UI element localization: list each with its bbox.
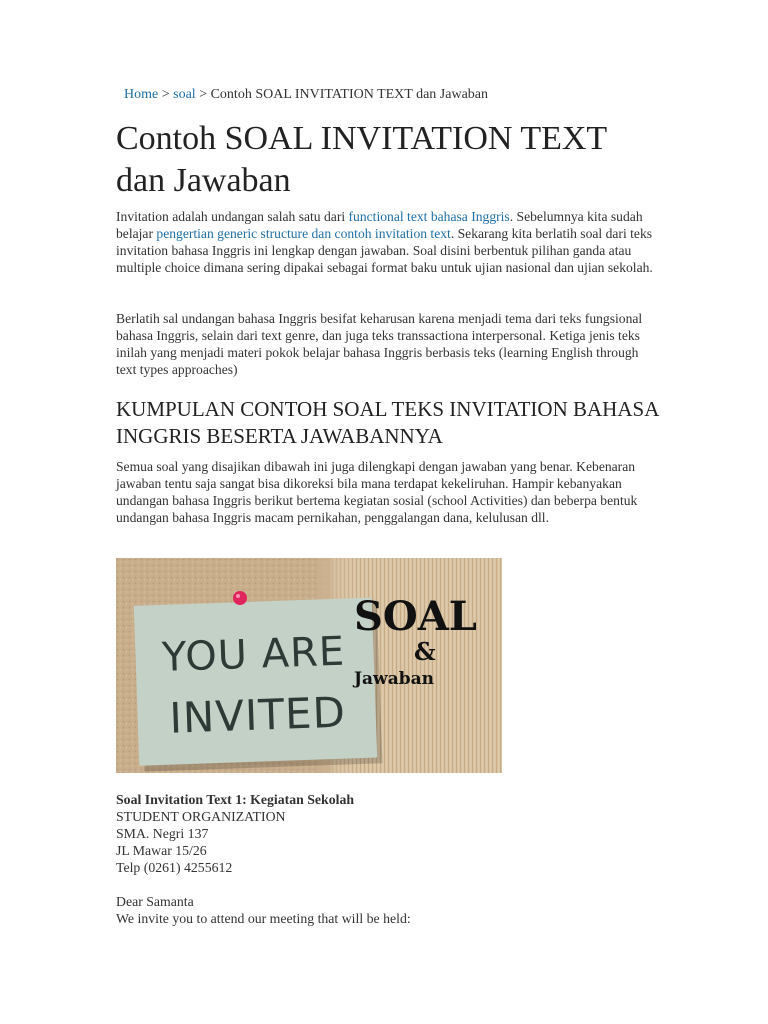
card-text-line2: INVITED xyxy=(168,687,347,743)
third-paragraph: Semua soal yang disajikan dibawah ini juga dilengkapi dengan jawaban yang benar. Kebenaran jawaban tentu saja sangat bisa dikoreksi bila mana terdapat kekeliruhan. Hampir kebanyakan undangan bahasa Inggris berikut bertema kegiatan sosial (school Activities) dan beberpa bentuk undangan bahasa Inggris macam pernikahan, penggalangan dana, kelulusan dll. xyxy=(116,459,638,525)
breadcrumb-separator: > xyxy=(158,87,174,102)
letter-body xyxy=(116,893,676,927)
breadcrumb-separator: > xyxy=(195,87,211,102)
letter-header xyxy=(116,791,676,876)
breadcrumb-home-link[interactable]: Home xyxy=(124,87,159,102)
second-paragraph: Berlatih sal undangan bahasa Inggris besifat keharusan karena menjadi tema dari teks fungsional bahasa Inggris, selain dari text genre, dan juga teks transsactiona interpersonal. Ketiga jenis teks inilah yang menjadi materi pokok belajar bahasa Inggris berbasis teks (learning English through text types approaches) xyxy=(116,311,643,377)
page-title: Contoh SOAL INVITATION TEXT dan Jawaban xyxy=(116,120,607,199)
letter-address: JL Mawar 15/26 xyxy=(116,843,207,858)
intro-text: Invitation adalah undangan salah satu dari xyxy=(116,209,349,224)
letter-text: We invite you to attend our meeting that will be held: xyxy=(116,911,411,926)
breadcrumb-current: Contoh SOAL INVITATION TEXT dan Jawaban xyxy=(210,87,489,102)
intro-text: . Sekarang kita berlatih soal dari teks invitation bahasa Inggris ini lengkap dengan jawaban. Soal disini berbentuk pilihan ganda atau multiple choice dimana sering dipakai sebagai format baku untuk ujian nasional dan ujian sekolah. xyxy=(116,226,653,275)
section-heading: KUMPULAN CONTOH SOAL TEKS INVITATION BAHASA INGGRIS BESERTA JAWABANNYA xyxy=(116,397,659,448)
question-heading: Soal Invitation Text 1: Kegiatan Sekolah xyxy=(116,792,355,807)
intro-paragraph xyxy=(116,208,656,276)
letter-school: SMA. Negri 137 xyxy=(116,826,209,841)
breadcrumb xyxy=(124,87,488,103)
invitation-hero-image xyxy=(116,558,502,773)
letter-organization: STUDENT ORGANIZATION xyxy=(116,809,286,824)
pushpin-icon xyxy=(233,591,247,605)
intro-text: . Sebelumnya kita sudah belajar xyxy=(116,209,643,241)
card-text-line1: YOU ARE xyxy=(161,628,346,681)
functional-text-link[interactable]: functional text bahasa Inggris xyxy=(348,209,510,224)
soal-label: SOAL xyxy=(354,593,477,640)
breadcrumb-category-link[interactable]: soal xyxy=(173,87,196,102)
letter-greeting: Dear Samanta xyxy=(116,894,194,909)
jawaban-label: Jawaban xyxy=(354,669,434,689)
letter-phone: Telp (0261) 4255612 xyxy=(116,860,233,875)
ampersand-label: & xyxy=(414,637,436,666)
generic-structure-link[interactable]: pengertian generic structure dan contoh invitation text xyxy=(156,226,451,241)
